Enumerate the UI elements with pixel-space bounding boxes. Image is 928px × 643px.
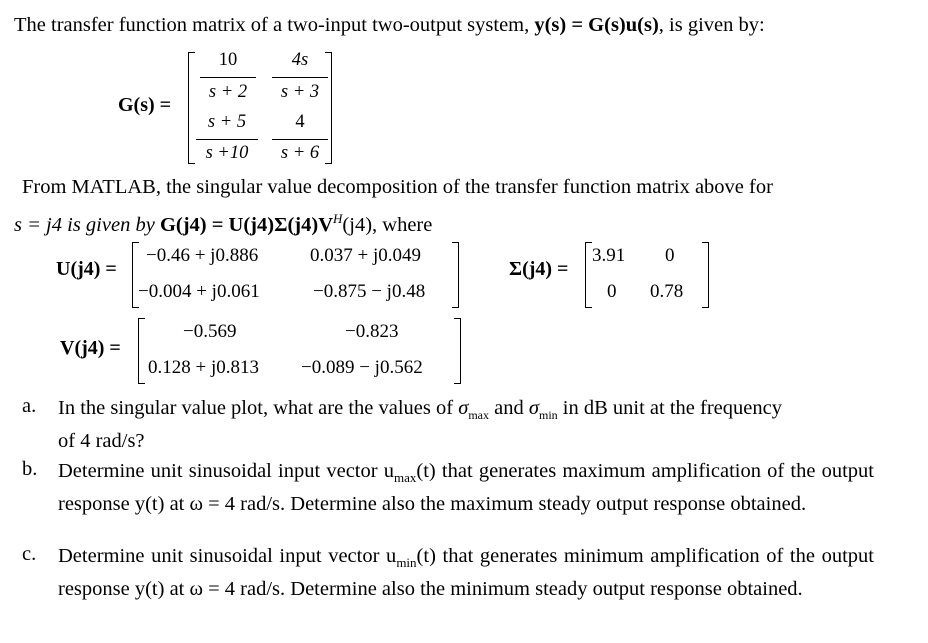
u-right-bracket	[452, 242, 459, 308]
g21-fraction-bar	[196, 139, 258, 140]
u-r1c1: −0.46 + j0.886	[146, 245, 259, 266]
g-left-bracket	[188, 52, 195, 164]
question-b-text	[58, 458, 874, 517]
svd-equation: G(j4) = U(j4)Σ(j4)V	[159, 213, 334, 236]
v-right-bracket	[454, 318, 461, 384]
question-a-part-1: In the singular value plot, what are the values of	[58, 397, 459, 419]
question-a-text	[58, 395, 898, 454]
sigma-max-subscript: max	[468, 408, 489, 423]
intro-text-end: , is given by:	[658, 14, 765, 36]
question-c-marker: c.	[22, 543, 37, 565]
sigma-r1c2: 0	[665, 245, 675, 266]
sigma-max-symbol: σ	[458, 397, 469, 419]
g12-denominator: s + 3	[280, 82, 320, 102]
sigma-left-bracket	[585, 242, 592, 308]
question-a-marker: a.	[22, 395, 37, 417]
g22-denominator: s + 6	[280, 143, 320, 163]
g21-numerator: s + 5	[207, 112, 247, 132]
svd-line-1: From MATLAB, the singular value decomposition of the transfer function matrix above for	[22, 176, 773, 198]
question-c-rest: (t) that generates minimum amplification of the output response y(t) at ω = 4 rad/s. Determine also the minimum steady output response obtained.	[58, 545, 874, 601]
sigma-min-subscript: min	[538, 408, 558, 423]
svd-hermitian-superscript: H	[333, 211, 343, 226]
u-r1c2: 0.037 + j0.049	[310, 245, 421, 266]
svd-line-2-start: s = j4 is given by	[14, 213, 160, 236]
question-c-subscript: min	[396, 555, 417, 571]
intro-equation: y(s) = G(s)u(s)	[534, 14, 659, 36]
v-left-bracket	[138, 318, 145, 384]
sigma-right-bracket	[702, 242, 709, 308]
g11-numerator: 10	[218, 50, 238, 70]
sigma-r1c1: 3.91	[592, 245, 626, 266]
question-a-line-2: of 4 rad/s?	[58, 430, 145, 453]
sigma-r2c2: 0.78	[650, 281, 684, 302]
svd-line-2-end: (j4), where	[342, 213, 433, 236]
question-b-rest: (t) that generates maximum amplification of the output response y(t) at ω = 4 rad/s. Determine also the maximum steady output response obtained.	[58, 460, 874, 516]
sigma-min-symbol: σ	[528, 397, 539, 419]
g22-fraction-bar	[272, 139, 328, 140]
v-r2c1: 0.128 + j0.813	[148, 357, 259, 378]
sigma-r2c1: 0	[607, 281, 617, 302]
question-a-part-2: and	[489, 397, 529, 419]
question-b-subscript: max	[394, 470, 417, 486]
question-a-part-3: in dB unit at the frequency	[557, 397, 782, 419]
v-r2c2: −0.089 − j0.562	[301, 357, 423, 378]
question-b-lead: Determine unit sinusoidal input vector u	[58, 460, 394, 482]
question-b-marker: b.	[22, 458, 38, 480]
g-matrix-label: G(s) =	[118, 94, 172, 116]
g12-fraction-bar	[272, 77, 328, 78]
sigma-matrix-label: Σ(j4) =	[509, 258, 569, 280]
u-r2c2: −0.875 − j0.48	[313, 281, 426, 302]
v-r1c1: −0.569	[183, 321, 237, 342]
u-matrix-label: U(j4) =	[56, 258, 117, 280]
svd-line-2	[14, 206, 432, 238]
u-r2c1: −0.004 + j0.061	[138, 281, 260, 302]
g12-numerator: 4s	[291, 50, 309, 70]
intro-text: The transfer function matrix of a two-input two-output system,	[14, 14, 535, 36]
g11-denominator: s + 2	[208, 82, 248, 102]
question-c-lead: Determine unit sinusoidal input vector u	[58, 545, 397, 567]
g22-numerator: 4	[295, 112, 305, 132]
intro-line	[14, 12, 765, 38]
v-matrix-label: V(j4) =	[60, 337, 121, 359]
v-r1c2: −0.823	[345, 321, 399, 342]
g11-fraction-bar	[200, 77, 256, 78]
question-c-text	[58, 543, 874, 602]
g21-denominator: s +10	[205, 143, 249, 163]
